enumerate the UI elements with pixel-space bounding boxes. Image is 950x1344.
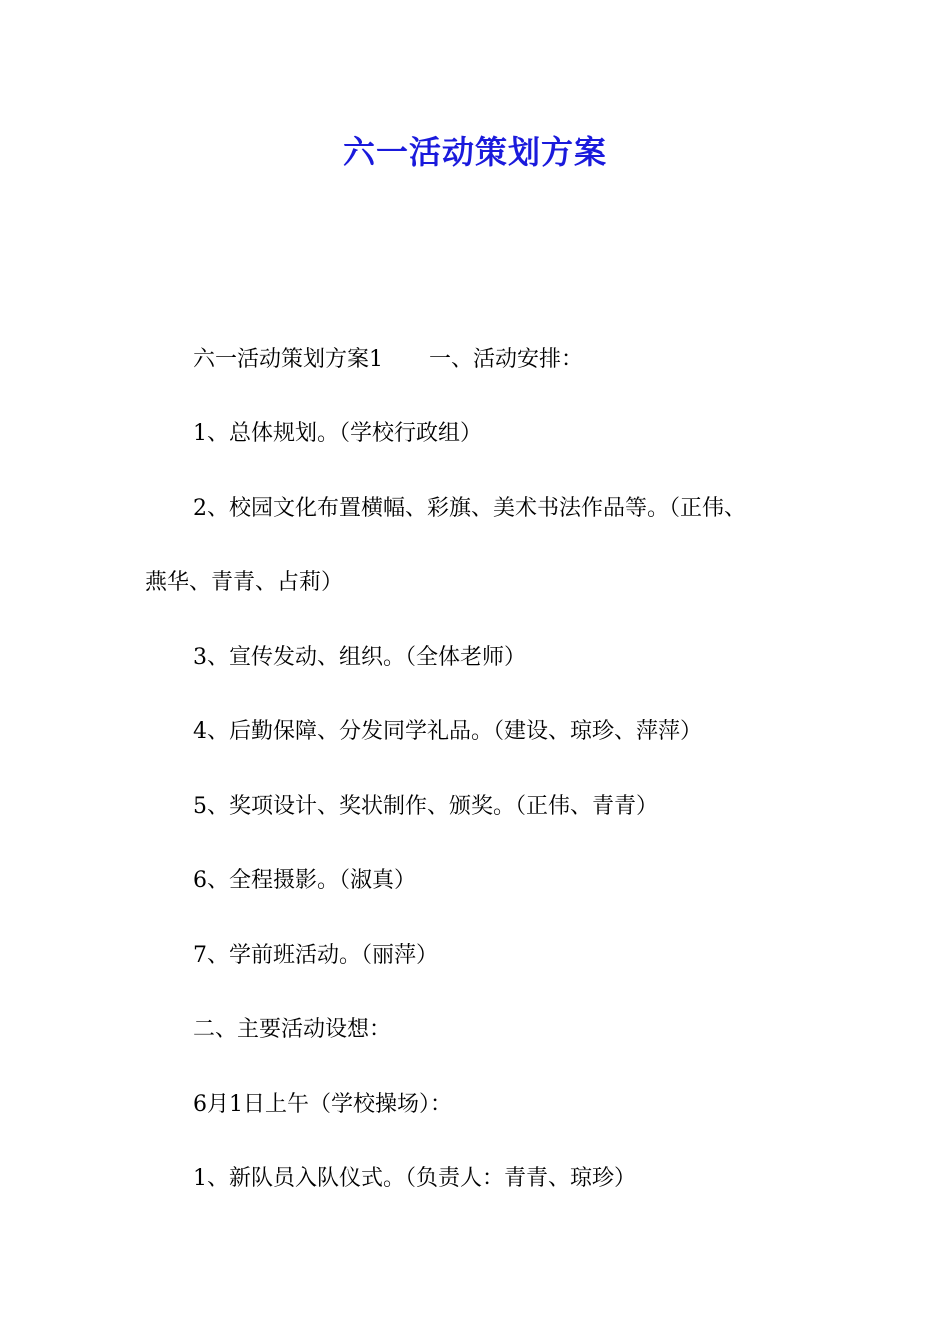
plan-label: 六一活动策划方案1 [193, 347, 383, 372]
paragraph-activity-1: 1、新队员入队仪式。（负责人：青青、琼珍） [193, 1166, 636, 1191]
paragraph-item-1: 1、总体规划。（学校行政组） [193, 421, 482, 446]
paragraph-item-4: 4、后勤保障、分发同学礼品。（建设、琼珍、萍萍） [193, 719, 702, 744]
paragraph-item-6: 6、全程摄影。（淑真） [193, 868, 416, 893]
paragraph-item-5: 5、奖项设计、奖状制作、颁奖。（正伟、青青） [193, 794, 658, 819]
document-title: 六一活动策划方案 [342, 133, 607, 171]
paragraph-item-2-continued: 燕华、青青、占莉） [145, 570, 344, 595]
section-heading-activities: 二、主要活动设想： [193, 1017, 392, 1042]
paragraph-heading-line [193, 345, 583, 375]
paragraph-item-3: 3、宣传发动、组织。（全体老师） [193, 645, 526, 670]
paragraph-item-2: 2、校园文化布置横幅、彩旗、美术书法作品等。（正伟、 [193, 496, 746, 521]
paragraph-date-location: 6月1日上午（学校操场）： [193, 1092, 452, 1117]
section-heading-arrangements: 一、活动安排： [429, 347, 584, 372]
paragraph-item-7: 7、学前班活动。（丽萍） [193, 943, 438, 968]
